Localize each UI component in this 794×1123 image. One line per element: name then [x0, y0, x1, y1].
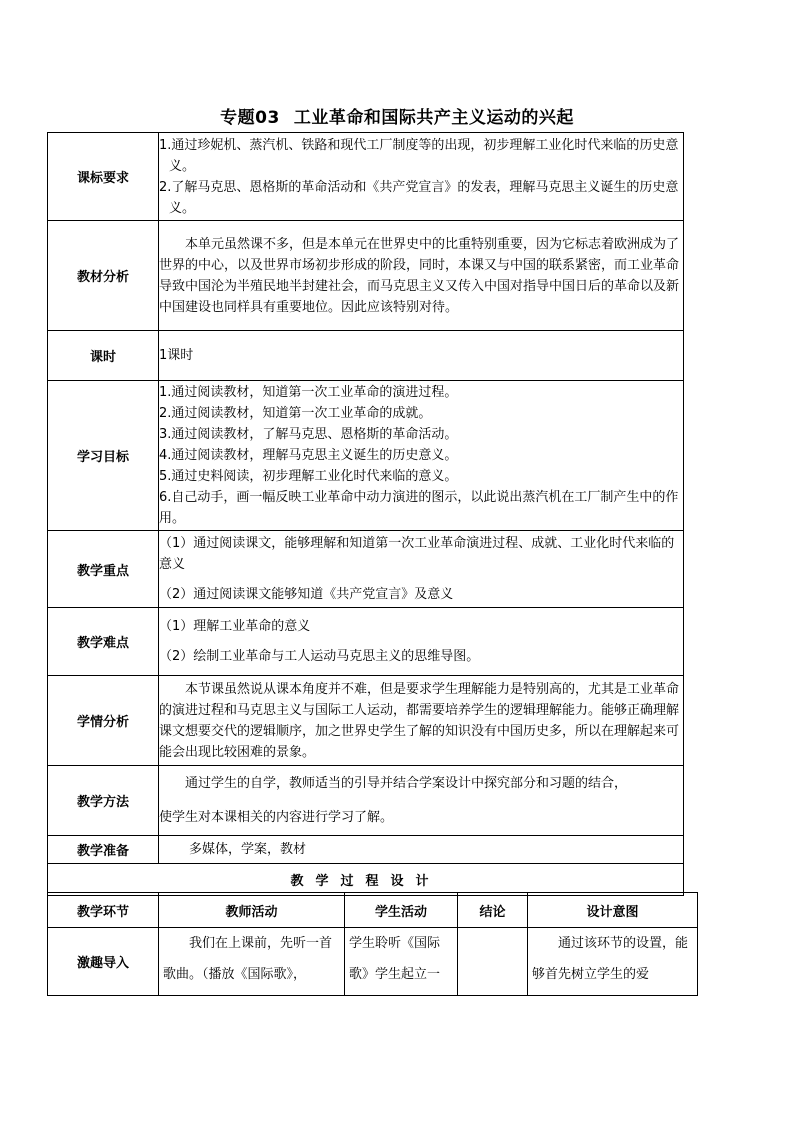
content-jiaocai [159, 221, 684, 331]
mubiao-item: 6.自己动手，画一幅反映工业革命中动力演进的图示，以此说出蒸汽机在工厂制产生中的作用。 [159, 490, 679, 526]
title-main: 工业革命和国际共产主义运动的兴起 [293, 108, 574, 128]
zhongdian-item: （1）通过阅读课文，能够理解和知道第一次工业革命演进过程、成就、工业化时代来临的意义 [159, 536, 675, 572]
content-xueqing [159, 676, 684, 766]
content-fangfa [159, 766, 684, 836]
intent-cell [528, 928, 698, 996]
mubiao-item: 5.通过史料阅读，初步理解工业化时代来临的意义。 [159, 469, 458, 484]
header-conclusion: 结论 [458, 893, 528, 928]
label-zhunbei: 教学准备 [48, 836, 159, 864]
mubiao-item: 1.通过阅读教材，知道第一次工业革命的演进过程。 [159, 385, 458, 400]
process-table [47, 892, 698, 996]
nandian-item: （1）理解工业革命的意义 [159, 619, 311, 634]
row-fangfa [48, 766, 684, 836]
header-student: 学生活动 [345, 893, 458, 928]
process-title: 教学过程设计 [48, 864, 684, 896]
mubiao-item: 4.通过阅读教材，理解马克思主义诞生的历史意义。 [159, 448, 458, 463]
label-xueqing: 学情分析 [48, 676, 159, 766]
jiaocai-text: 本单元虽然课不多，但是本单元在世界史中的比重特别重要，因为它标志着欧洲成为了世界的中心，以及世界市场初步形成的阶段，同时，本课又与中国的联系紧密，而工业革命导致中国沦为半殖民地半封建社会，而马克思主义又传入中国对指导中国日后的革命以及新中国建设也同样具有重要地位。因此应该特别对待。 [159, 236, 680, 315]
content-kebiao [159, 133, 684, 221]
header-stage: 教学环节 [48, 893, 159, 928]
xueqing-text: 本节课虽然说从课本角度并不难，但是要求学生理解能力是特别高的，尤其是工业革命的演进过程和马克思主义与国际工人运动，都需要培养学生的逻辑理解能力。能够正确理解课文想要交代的逻辑顺序，加之世界史学生了解的知识没有中国历史多，所以在理解起来可能会出现比较困难的景象。 [159, 681, 680, 760]
row-mubiao [48, 381, 684, 531]
row-jiaocai [48, 221, 684, 331]
teacher-text: 我们在上课前，先听一首歌曲。（播放《国际歌》， [163, 936, 333, 982]
content-keshi: 1课时 [159, 331, 684, 381]
kebiao-item: 1.通过珍妮机、蒸汽机、铁路和现代工厂制度等的出现，初步理解工业化时代来临的历史意义。 [159, 137, 679, 174]
mubiao-item: 2.通过阅读教材，知道第一次工业革命的成就。 [159, 406, 432, 421]
student-cell: 学生聆听《国际歌》学生起立一 [345, 928, 458, 996]
content-zhongdian [159, 531, 684, 608]
mubiao-item: 3.通过阅读教材，了解马克思、恩格斯的革命活动。 [159, 427, 458, 442]
label-nandian: 教学难点 [48, 608, 159, 676]
stage-cell: 激趣导入 [48, 928, 159, 996]
row-kebiao [48, 133, 684, 221]
process-header-row [48, 893, 698, 928]
row-zhongdian [48, 531, 684, 608]
label-fangfa: 教学方法 [48, 766, 159, 836]
content-zhunbei: 多媒体，学案，教材 [159, 836, 684, 864]
kebiao-item: 2.了解马克思、恩格斯的革命活动和《共产党宣言》的发表，理解马克思主义诞生的历史意义。 [159, 179, 679, 216]
nandian-item: （2）绘制工业革命与工人运动马克思主义的思维导图。 [159, 649, 480, 664]
document-title [0, 103, 794, 128]
table-row [48, 928, 698, 996]
label-keshi: 课时 [48, 331, 159, 381]
row-xueqing [48, 676, 684, 766]
header-intent: 设计意图 [528, 893, 698, 928]
zhongdian-item: （2）通过阅读课文能够知道《共产党宣言》及意义 [159, 587, 454, 602]
row-nandian [48, 608, 684, 676]
header-teacher: 教师活动 [159, 893, 345, 928]
label-kebiao: 课标要求 [48, 133, 159, 221]
lesson-plan-table [47, 132, 684, 896]
row-zhunbei [48, 836, 684, 864]
row-keshi [48, 331, 684, 381]
label-zhongdian: 教学重点 [48, 531, 159, 608]
label-jiaocai: 教材分析 [48, 221, 159, 331]
content-nandian [159, 608, 684, 676]
content-mubiao [159, 381, 684, 531]
intent-text: 通过该环节的设置，能够首先树立学生的爱 [532, 936, 689, 982]
fangfa-line2: 使学生对本课相关的内容进行学习了解。 [159, 809, 394, 825]
row-process-title [48, 864, 684, 896]
title-prefix: 专题03 [220, 108, 280, 128]
label-mubiao: 学习目标 [48, 381, 159, 531]
conclusion-cell [458, 928, 528, 996]
teacher-cell [159, 928, 345, 996]
fangfa-line1: 通过学生的自学，教师适当的引导并结合学案设计中探究部分和习题的结合， [185, 775, 628, 791]
